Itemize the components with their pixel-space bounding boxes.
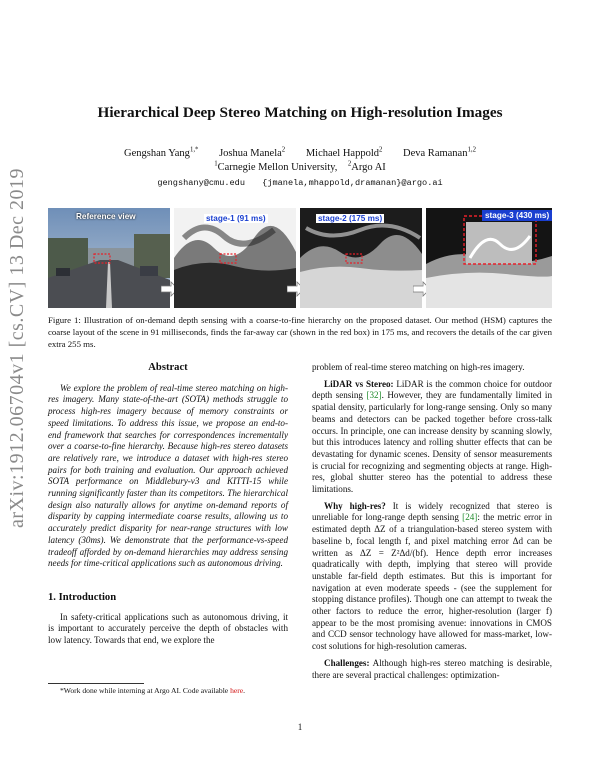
footnote-rule	[48, 683, 144, 684]
author: Michael Happold$^2$	[305, 146, 383, 159]
introduction-text: In safety-critical applications such as autonomous driving, it is important to accurately perceive the depth of obstacles with low latency. Towards that end, we explore the	[48, 611, 288, 646]
abstract-text: We explore the problem of real-time stereo matching on high-res imagery. Many state-of-the-art (SOTA) methods struggle to process high-res imagery because of memory constraints or speed limitations. To address this issue, we propose an end-to-end framework that searches for correspondences incrementally over a coarse-to-fine hierarchy. Because high-res stereo datasets are relatively rare, we introduce a dataset with high-res stereo pairs for both training and evaluation. Our approach achieved SOTA performance on Middlebury-v3 and KITTI-15 while running significantly faster than its competitors. The hierarchical design also naturally allows for anytime on-demand reports of disparity by capping intermediate coarse results, allowing us to accurately predict disparity for near-range structures with low latency (30ms). We demonstrate that the performance-vs-speed tradeoff afforded by on-demand hierarchies may address sensing needs for time-critical applications such as autonomous driving.	[48, 382, 288, 569]
stage-2-depth-image	[300, 208, 422, 308]
paragraph-continuation: problem of real-time stereo matching on high-res imagery.	[312, 362, 525, 372]
footnote: *Work done while interning at Argo AI. Code available here.	[60, 686, 246, 695]
abstract-heading: Abstract	[148, 362, 188, 373]
author: Gengshan Yang$^{1,*}$	[124, 146, 199, 159]
stage-1-depth-image	[174, 208, 296, 308]
author-list	[0, 148, 600, 159]
email: gengshany@cmu.edu	[157, 178, 245, 188]
stage-3-depth-image	[426, 208, 552, 308]
author: Deva Ramanan$^{1,2}$	[403, 146, 476, 159]
emails	[0, 178, 600, 188]
figure-caption: Figure 1: Illustration of on-demand depth sensing with a coarse-to-fine hierarchy on the proposed dataset. Our method (HSM) captures the coarse layout of the scene in 91 milliseconds, finds the far-away car (shown in the red box) in 175 ms, and recovers the details of the car given extra 255 ms.	[48, 315, 552, 349]
reference-view-image	[48, 208, 170, 308]
arxiv-stamp: arXiv:1912.06704v1 [cs.CV] 13 Dec 2019	[6, 167, 28, 528]
figure-label: stage-1 (91 ms)	[206, 214, 266, 223]
paragraph-challenges: Challenges: Although high-res stereo matching is desirable, there are several practical challenges: optimization-	[312, 657, 552, 680]
author: Joshua Manela$^2$	[219, 146, 286, 159]
right-column	[312, 362, 552, 686]
figure-label: stage-2 (175 ms)	[318, 214, 383, 223]
figure-1	[48, 208, 552, 308]
left-column	[48, 362, 288, 652]
page-number: 1	[297, 722, 303, 732]
citation-link[interactable]: [24]	[462, 512, 478, 523]
figure-label: Reference view	[76, 212, 136, 221]
introduction-heading: 1. Introduction	[48, 591, 117, 603]
citation-link[interactable]: [32]	[366, 390, 382, 401]
paragraph-why-high-res: Why high-res? It is widely recognized that stereo is unreliable for long-range depth sensing [24]: the metric error in estimated depth ΔZ of a triangulation-based stereo system with baseline b, focal length f, and pixel matching error Δd can be written as ΔZ = Z²Δd/(bf). Hence depth error increases quadratically with depth, implying that stereo will provide unstable far-field depth estimates. But this is important for navigation at even moderate speeds - (see the supplement for stopping distance profiles). Though one can attempt to tweak the other factors to reduce the error, higher-resolution (larger f) appear to be the most promising avenue: innovations in CMOS and CCD sensor technology have allowed for mass-market, low-cost solutions for high-resolution cameras.	[312, 500, 552, 652]
paragraph-lidar: LiDAR vs Stereo: LiDAR is the common choice for outdoor depth sensing [32]. However, they are fundamentally limited in spatial density, particularly for long-range sensing. Only so many beams and detectors can be packed together before cross-talk occurs. In principle, one can increase density by scanning slowly, but this introduces latency and rolling shutter effects that can be devastating for dynamic scenes. Density of sensor measurements is crucial for recognizing and segmenting objects at range. High-res, global shutter stereo has the potential to address these limitations.	[312, 378, 552, 495]
figure-label: stage-3 (430 ms)	[482, 210, 552, 221]
code-link[interactable]: here	[230, 686, 244, 695]
paper-title: Hierarchical Deep Stereo Matching on High-resolution Images	[97, 104, 503, 121]
affiliations: $^1$Carnegie Mellon University, $^2$Argo AI	[214, 160, 386, 173]
email: {jmanela,mhappold,dramanan}@argo.ai	[262, 178, 443, 188]
